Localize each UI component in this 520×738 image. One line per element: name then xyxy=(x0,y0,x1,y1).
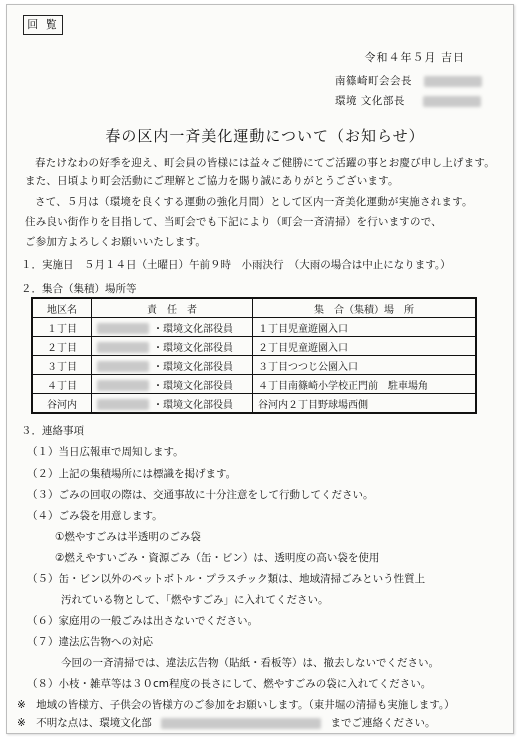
list-item: （１）当日広報車で周知します。 xyxy=(27,446,184,458)
cell-place: ２丁目児童遊園入口 xyxy=(253,337,477,356)
redacted-name xyxy=(97,323,149,334)
table-header-row xyxy=(32,298,476,318)
table-row xyxy=(32,375,476,394)
header-person: 責 任 者 xyxy=(92,298,253,318)
circulation-stamp: 回 覧 xyxy=(23,15,63,35)
intro-line-3: さて、５月は（環境を良くする運動の強化月間）として区内一斉美化運動が実施されます。 xyxy=(35,196,473,208)
table-row xyxy=(32,337,476,356)
intro-line-5: ご参加方よろしくお願いいたします。 xyxy=(25,236,207,248)
list-item-continued: 汚れている物として、「燃やすごみ」に入れてください。 xyxy=(61,594,329,606)
cell-role: ・環境文化部役員 xyxy=(153,380,233,392)
list-subitem: ②燃えやすいごみ・資源ごみ（缶・ビン）は、透明度の高い袋を使用 xyxy=(55,552,380,564)
cell-role: ・環境文化部役員 xyxy=(153,323,233,335)
sender-director-org: 環境 文化部長 xyxy=(335,95,405,107)
cell-role: ・環境文化部役員 xyxy=(153,361,233,373)
header-place: 集 合（集積）場 所 xyxy=(253,298,477,318)
list-item: （４）ごみ袋を用意します。 xyxy=(27,510,163,522)
redacted-name xyxy=(424,76,482,87)
section-notes-heading: ３．連絡事項 xyxy=(21,425,84,437)
redacted-name xyxy=(97,380,149,391)
cell-person xyxy=(92,375,253,394)
list-item: （３）ごみの回収の際は、交通事故に十分注意をして行動してください。 xyxy=(27,489,374,501)
cell-person xyxy=(92,337,253,356)
table-row xyxy=(32,318,476,337)
cell-place: ３丁目つつじ公園入口 xyxy=(253,356,477,375)
cell-place: １丁目児童遊園入口 xyxy=(253,318,477,337)
intro-line-1: 春たけなわの好季を迎え、町会員の皆様には益々ご健勝にてご活躍の事とお慶び申し上げます。 xyxy=(35,157,495,169)
list-subitem: ①燃やすごみは半透明のごみ袋 xyxy=(55,531,201,543)
cell-person xyxy=(92,356,253,375)
notice-sheet xyxy=(6,4,514,734)
footer-note-participation: ※ 地域の皆様方、子供会の皆様方のご参加をお願いします。（東井堀の清掃も実施します。） xyxy=(17,699,455,711)
redacted-name xyxy=(97,361,149,372)
list-item-continued: 今回の一斉清掃では、違法広告物（貼紙・看板等）は、撤去しないでください。 xyxy=(61,657,439,669)
notice-title: 春の区内一斉美化運動について（お知らせ） xyxy=(105,127,425,145)
contact-suffix: までご連絡ください。 xyxy=(330,717,436,729)
cell-place: 谷河内２丁目野球場西側 xyxy=(253,394,477,414)
cell-district: 谷河内 xyxy=(32,394,92,414)
list-item: （６）家庭用の一般ごみは出さないでください。 xyxy=(27,615,258,627)
cell-role: ・環境文化部役員 xyxy=(153,399,233,411)
issue-date: 令和４年５月 吉日 xyxy=(364,51,465,64)
section-date: １．実施日 ５月１４日（土曜日）午前９時 小雨決行 （大雨の場合は中止になります。） xyxy=(21,259,451,271)
contact-prefix: ※ 不明な点は、環境文化部 xyxy=(17,717,152,729)
assembly-table xyxy=(31,297,477,414)
footer-note-contact xyxy=(17,715,436,730)
sender-chairman-org: 南篠崎町会会長 xyxy=(335,75,412,87)
cell-person xyxy=(92,318,253,337)
table-row xyxy=(32,394,476,414)
redacted-name xyxy=(423,96,481,107)
list-item: （８）小枝・雑草等は３０cm程度の長さにして、燃やすごみの袋に入れてください。 xyxy=(27,678,432,690)
cell-place: ４丁目南篠崎小学校正門前 駐車場角 xyxy=(253,375,477,394)
redacted-phone xyxy=(161,718,321,729)
cell-district: ３丁目 xyxy=(32,356,92,375)
list-item: （２）上記の集積場所には標識を掲げます。 xyxy=(27,468,237,480)
cell-district: ２丁目 xyxy=(32,337,92,356)
table-row xyxy=(32,356,476,375)
header-district: 地区名 xyxy=(32,298,92,318)
list-item: （５）缶・ビン以外のペットボトル・プラスチック類は、地域清掃ごみという性質上 xyxy=(27,573,426,585)
intro-line-4: 住み良い街作りを目指して、当町会でも下記により（町会一斉清掃）を行いますので、 xyxy=(25,216,442,228)
list-item: （７）違法広告物への対応 xyxy=(27,636,153,648)
redacted-name xyxy=(97,342,149,353)
cell-role: ・環境文化部役員 xyxy=(153,342,233,354)
redacted-name xyxy=(97,399,149,410)
cell-district: ４丁目 xyxy=(32,375,92,394)
section-places: ２．集合（集積）場所等 xyxy=(21,283,137,295)
sender-chairman xyxy=(335,73,482,88)
intro-line-2: また、日頃より町会活動にご理解とご協力を賜り誠にありがとうございます。 xyxy=(25,175,399,187)
sender-director xyxy=(335,93,481,108)
cell-person xyxy=(92,394,253,414)
cell-district: １丁目 xyxy=(32,318,92,337)
